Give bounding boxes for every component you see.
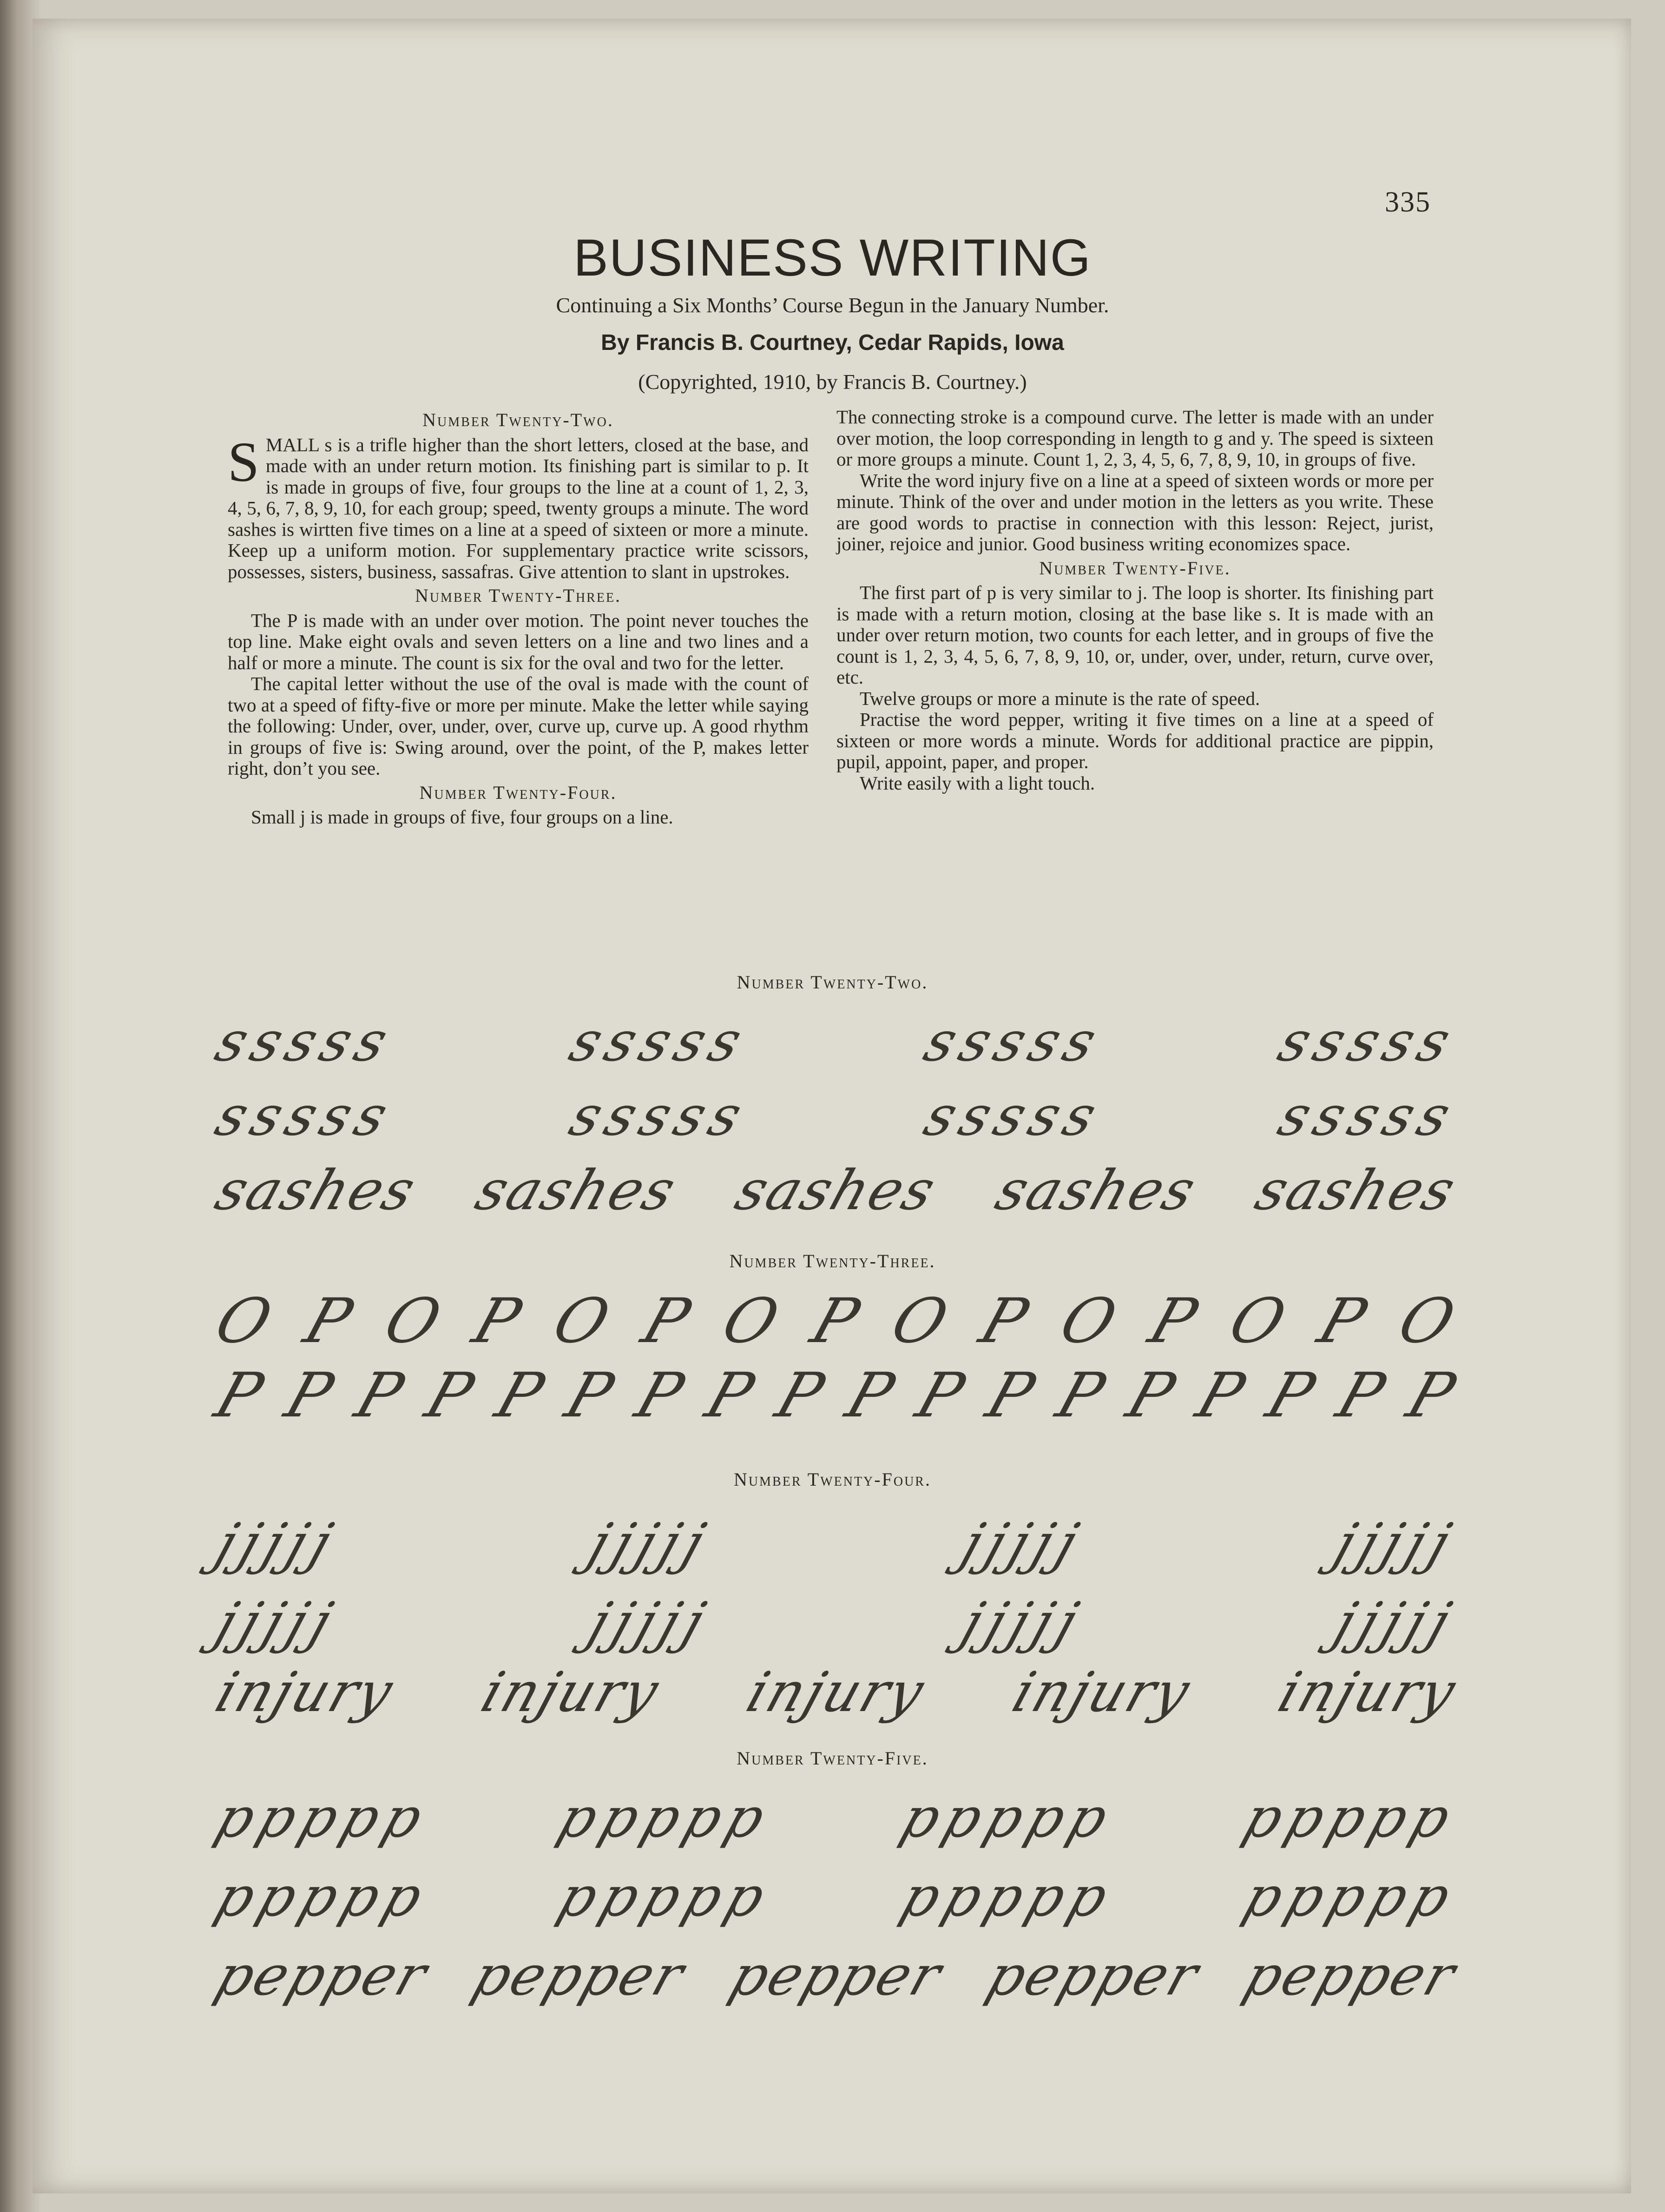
script-capital-p: P [1310,1285,1377,1357]
paragraph-twenty-three-b: The capital letter without the use of the oval is made with the count of two at a speed of fifty-five or more per minute. Make the letter while saying the following: Under, over, under, over, curve up, curve up. A good rhythm in groups of five is: Swing around, over the point, of the P, makes letter right, don’t you see. [228,673,809,779]
script-p-group: ppppp [893,1785,1122,1850]
script-capital-p: P [837,1360,905,1431]
script-oval: O [713,1285,790,1357]
script-capital-p: P [1399,1360,1466,1431]
specimen-label-twenty-four: Number Twenty-Four. [734,1469,931,1490]
script-word-injury: injury [474,1660,668,1724]
specimen-row-s-1 [208,1004,1465,1073]
script-word-injury: injury [1270,1660,1465,1724]
script-oval: O [375,1285,452,1357]
script-word-injury: injury [1005,1660,1199,1724]
script-oval: O [206,1285,283,1357]
specimen-row-j-2 [208,1585,1465,1654]
paragraph-twenty-two [228,430,809,583]
script-word-sashes: sashes [1248,1158,1465,1222]
script-j-group: jjjjj [954,1590,1092,1654]
script-j-group: jjjjj [580,1590,719,1654]
script-s-group: sssss [562,1009,757,1073]
paragraph-twenty-four-c: Write the word injury five on a line at a speed of sixteen words or more per minute. Think of the over and under motion in the letters as you write. These are good words to practise in connection with this lesson: Reject, jurist, joiner, rejoice and junior. Good business writing economizes space. [836,469,1434,554]
script-capital-p: P [908,1360,975,1431]
left-column [228,407,809,828]
script-capital-p: P [296,1285,363,1357]
specimen-label-twenty-two: Number Twenty-Two. [737,972,928,993]
specimen-row-sashes [208,1152,1465,1222]
script-s-group: sssss [208,1084,402,1148]
script-s-group: sssss [916,1009,1111,1073]
script-capital-p: P [465,1285,533,1357]
drop-cap: S [228,430,259,494]
heading-number-twenty-four: Number Twenty-Four. [419,782,617,803]
specimen-row-pepper [208,1938,1465,2008]
script-j-group: jjjjj [208,1511,347,1575]
script-capital-p: P [698,1360,765,1431]
script-s-group: sssss [562,1084,757,1148]
script-word-pepper: pepper [979,1943,1208,2008]
script-capital-p: P [206,1360,274,1431]
specimen-row-p-2 [208,1859,1465,1929]
specimen-label-twenty-five: Number Twenty-Five. [737,1748,928,1769]
script-capital-p: P [347,1360,415,1431]
script-capital-p: P [627,1360,695,1431]
script-word-injury: injury [739,1660,934,1724]
right-column [836,407,1434,794]
script-p-group: ppppp [551,1864,780,1929]
script-capital-p: P [768,1360,835,1431]
script-capital-p: P [633,1285,701,1357]
specimen-label-twenty-three: Number Twenty-Three. [729,1251,936,1271]
script-p-group: ppppp [208,1864,437,1929]
script-oval: O [1389,1285,1466,1357]
script-capital-p: P [557,1360,625,1431]
script-capital-p: P [487,1360,555,1431]
paragraph-twenty-five-d: Write easily with a light touch. [860,772,1095,794]
script-word-pepper: pepper [465,1943,694,2008]
article-byline: By Francis B. Courtney, Cedar Rapids, Iowa [601,330,1064,355]
script-p-group: ppppp [893,1864,1122,1929]
specimen-row-capital-p [206,1360,1466,1431]
script-j-group: jjjjj [1326,1511,1465,1575]
script-capital-p: P [1329,1360,1396,1431]
script-word-sashes: sashes [468,1158,685,1222]
script-capital-p: P [803,1285,870,1357]
script-j-group: jjjjj [580,1511,719,1575]
script-p-group: ppppp [208,1785,437,1850]
specimen-row-j-1 [208,1506,1465,1575]
script-oval: O [882,1285,959,1357]
heading-number-twenty-three: Number Twenty-Three. [415,585,622,606]
article-title: BUSINESS WRITING [573,229,1092,287]
script-capital-p: P [972,1285,1040,1357]
script-capital-p: P [978,1360,1046,1431]
paragraph-twenty-four-b: The connecting stroke is a compound curve. The letter is made with an under over motion, the loop corresponding in length to g and y. The speed is sixteen or more groups a minute. Count 1, 2, 3, 4, 5, 6, 7, 8, 9, 10, in groups of five. [836,406,1434,470]
specimen-row-p-1 [208,1780,1465,1850]
script-oval: O [1052,1285,1128,1357]
script-word-pepper: pepper [722,1943,951,2008]
script-p-group: ppppp [551,1785,780,1850]
script-oval: O [1221,1285,1297,1357]
script-s-group: sssss [1270,1009,1465,1073]
paragraph-twenty-three-a: The P is made with an under over motion. The point never touches the top line. Make eight ovals and seven letters on a line and two lines and a half or more a minute. The count is six for the oval and two for the letter. [228,609,809,673]
paragraph-text: MALL s is a trifle higher than the short letters, closed at the base, and made with an under return motion. Its finishing part is similar to p. It is made in groups of five, four groups to the line at a count of 1, 2, 3, 4, 5, 6, 7, 8, 9, 10, for each group; speed, twenty groups a minute. The word sashes is wirtten five times on a line at a speed of sixteen or more a minute. Keep up a uniform motion. For supplementary practice write scissors, possesses, sisters, business, sassafras. Give attention to slant in upstrokes. [228,434,809,582]
script-capital-p: P [1118,1360,1186,1431]
script-j-group: jjjjj [954,1511,1092,1575]
script-s-group: sssss [208,1009,402,1073]
script-capital-p: P [1188,1360,1256,1431]
script-word-sashes: sashes [988,1158,1205,1222]
copyright-notice: (Copyrighted, 1910, by Francis B. Courtney.) [638,370,1027,394]
script-j-group: jjjjj [208,1590,347,1654]
script-p-group: ppppp [1236,1864,1465,1929]
script-capital-p: P [276,1360,344,1431]
script-word-sashes: sashes [728,1158,945,1222]
script-word-injury: injury [208,1660,402,1724]
script-capital-p: P [417,1360,485,1431]
heading-number-twenty-two: Number Twenty-Two. [422,409,614,430]
script-capital-p: P [1140,1285,1208,1357]
page-number: 335 [1385,186,1431,218]
script-capital-p: P [1258,1360,1326,1431]
script-s-group: sssss [1270,1084,1465,1148]
paragraph-twenty-five-a: The first part of p is very similar to j. The loop is shorter. Its finishing part is made with a return motion, closing at the base like s. It is made with an under over return motion, two counts for each letter, and in groups of five the count is 1, 2, 3, 4, 5, 6, 7, 8, 9, 10, or, under, over, under, return, curve over, etc. [836,582,1434,688]
script-oval: O [545,1285,621,1357]
script-p-group: ppppp [1236,1785,1465,1850]
paragraph-twenty-four-a: Small j is made in groups of five, four groups on a line. [251,806,673,828]
specimen-row-s-2 [208,1078,1465,1148]
script-word-sashes: sashes [208,1158,425,1222]
script-capital-p: P [1048,1360,1116,1431]
script-s-group: sssss [916,1084,1111,1148]
specimen-row-oval-p [206,1285,1466,1357]
script-word-pepper: pepper [208,1943,437,2008]
article-subtitle: Continuing a Six Months’ Course Begun in the January Number. [556,293,1109,317]
script-j-group: jjjjj [1326,1590,1465,1654]
paragraph-twenty-five-b: Twelve groups or more a minute is the rate of speed. [860,687,1260,709]
heading-number-twenty-five: Number Twenty-Five. [1039,557,1231,579]
script-word-pepper: pepper [1236,1943,1465,2008]
paragraph-twenty-five-c: Practise the word pepper, writing it five times on a line at a speed of sixteen or more words a minute. Words for additional practice are pippin, pupil, appoint, paper, and proper. [836,709,1434,772]
specimen-row-injury [208,1654,1465,1724]
